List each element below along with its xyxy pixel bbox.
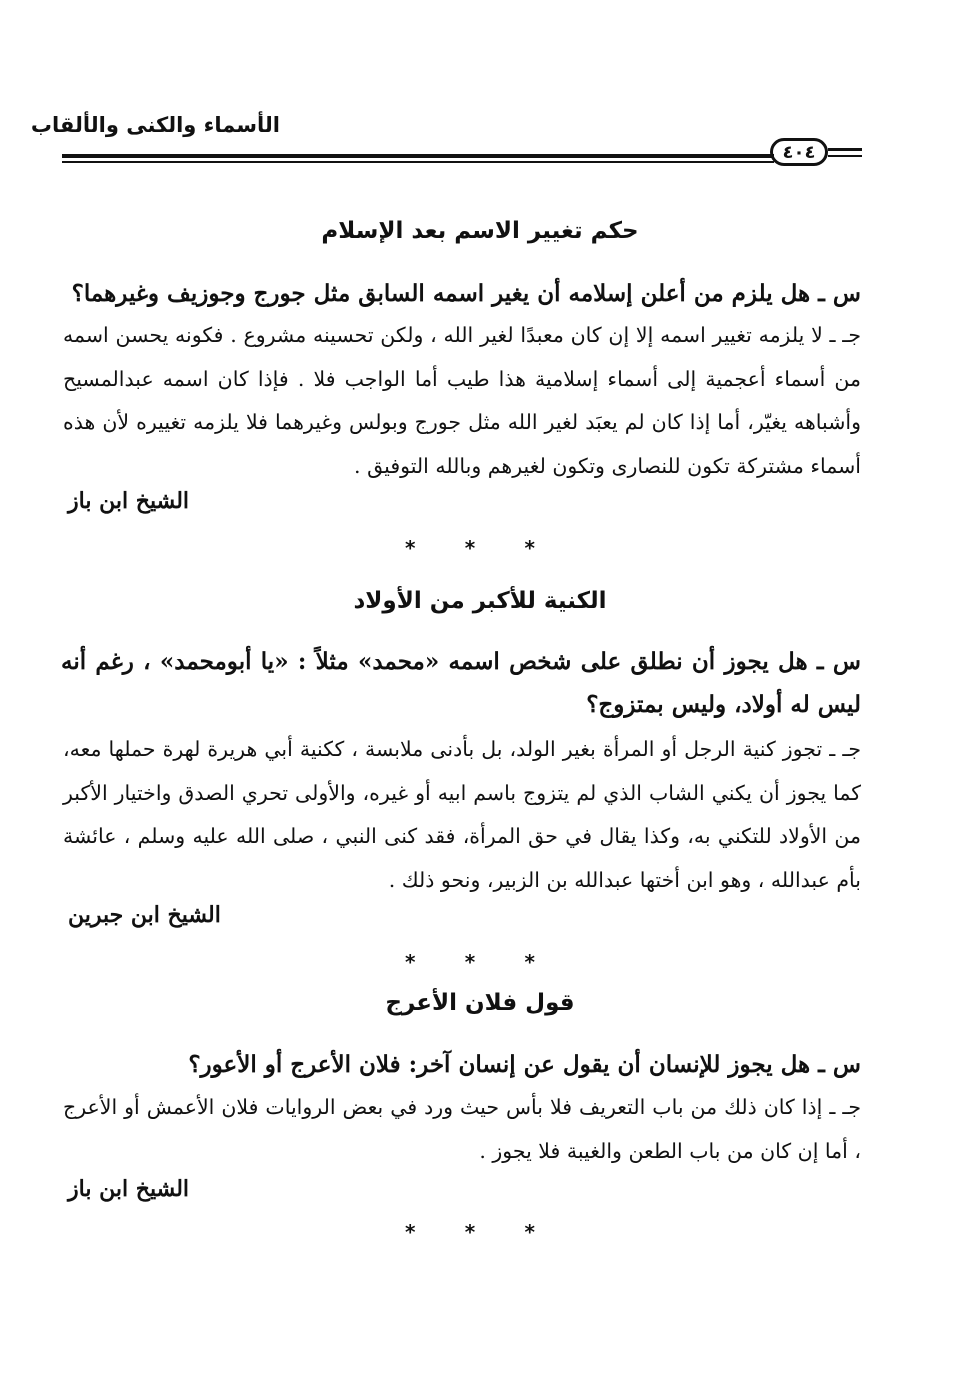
page-number: ٤٠٤ — [770, 138, 828, 166]
separator-star: * — [524, 1220, 535, 1244]
section-separator — [405, 1222, 535, 1242]
running-title: الأسماء والكنى والألقاب — [30, 113, 280, 137]
header-rule-right-top — [828, 148, 862, 151]
signature: الشيخ ابن باز — [68, 1176, 190, 1202]
answer-text: جـ ـ إذا كان ذلك من باب التعريف فلا بأس حيث ورد في بعض الروايات فلان الأعمش أو الأعرج ، أما إن كان من باب الطعن والغيبة فلا يجوز . — [63, 1095, 861, 1163]
section-heading: الكنية للأكبر من الأولاد — [353, 588, 607, 614]
header-rule-thick — [62, 154, 774, 158]
signature: الشيخ ابن جبرين — [68, 902, 221, 928]
question-text: س ـ هل يجوز أن نطلق على شخص اسمه «محمد» مثلاً : «يا أبومحمد» ، رغم أنه ليس له أولاد، وليس بمتزوج؟ — [61, 648, 861, 718]
answer-text: جـ ـ تجوز كنية الرجل أو المرأة بغير الولد، بل بأدنى ملابسة ، ككنية أبي هريرة لهرة حملها معه، كما يجوز أن يكني الشاب الذي لم يتزوج باسم ابيه أو غيره، والأولى تحري الصدق واختيار الأكبر من الأولاد للتكني به، وكذا يقال في حق المرأة، فقد كنى النبي ، صلى الله عليه وسلم ، عائشة بأم عبدالله ، وهو ابن أختها عبدالله بن الزبير، ونحو ذلك . — [63, 737, 861, 892]
separator-star: * — [405, 536, 416, 560]
separator-star: * — [464, 536, 476, 560]
section-heading: حكم تغيير الاسم بعد الإسلام — [321, 218, 639, 244]
question-text: س ـ هل يلزم من أعلن إسلامه أن يغير اسمه السابق مثل جورج وجوزيف وغيرهما؟ — [71, 280, 861, 307]
separator-star: * — [524, 536, 535, 560]
separator-star: * — [464, 950, 476, 974]
section-separator — [405, 952, 535, 972]
header-rule-thin — [62, 161, 774, 163]
separator-star: * — [464, 1220, 476, 1244]
answer-text: جـ ـ لا يلزمه تغيير اسمه إلا إن كان معبدًا لغير الله ، ولكن تحسينه مشروع . فكونه يحسن اسمه من أسماء أعجمية إلى أسماء إسلامية هذا طيب أما الواجب فلا . فإذا كان اسمه عبدالمسيح وأشباهه يغيّر، أما إذا كان لم يعبَد لغير الله مثل جورج وبولس وغيرهما فلا يلزمه تغييره لأن هذه أسماء مشتركة تكون للنصارى وتكون لغيرهم وبالله التوفيق . — [63, 323, 861, 478]
question-text: س ـ هل يجوز للإنسان أن يقول عن إنسان آخر: فلان الأعرج أو الأعور؟ — [188, 1051, 861, 1078]
section-heading: قول فلان الأعرج — [385, 990, 575, 1016]
section-separator — [405, 538, 535, 558]
signature: الشيخ ابن باز — [68, 488, 190, 514]
header-rule-right-bottom — [828, 155, 862, 157]
separator-star: * — [524, 950, 535, 974]
separator-star: * — [405, 1220, 416, 1244]
separator-star: * — [405, 950, 416, 974]
